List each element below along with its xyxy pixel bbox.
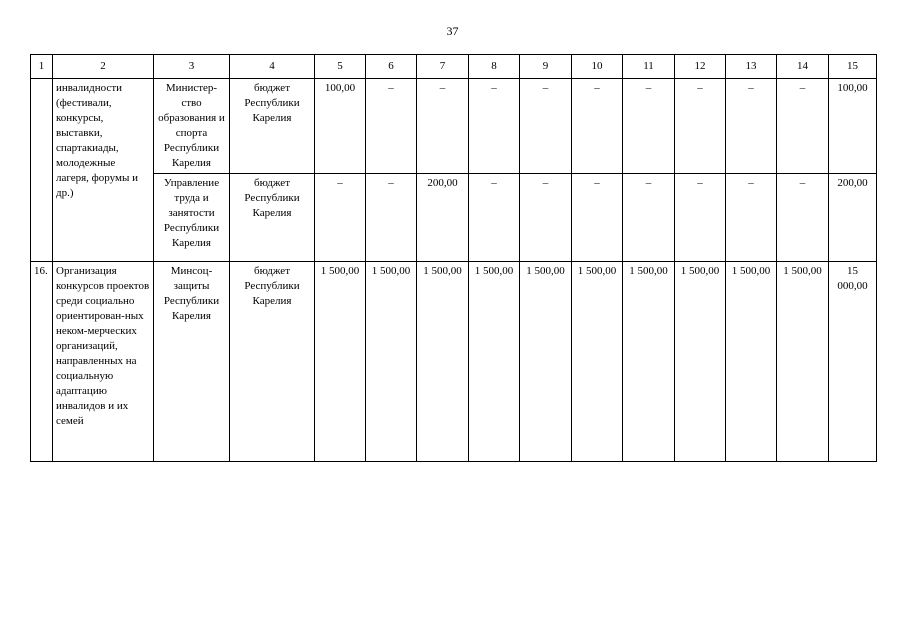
column-header: 6 bbox=[366, 55, 417, 79]
value-cell: – bbox=[675, 79, 726, 174]
column-header: 8 bbox=[469, 55, 520, 79]
value-cell: – bbox=[572, 79, 623, 174]
column-header: 7 bbox=[417, 55, 469, 79]
column-header: 4 bbox=[230, 55, 315, 79]
column-header: 13 bbox=[726, 55, 777, 79]
column-header: 12 bbox=[675, 55, 726, 79]
executor-cell: Министер-ство образования и спорта Республики Карелия bbox=[154, 79, 230, 174]
value-cell: 100,00 bbox=[315, 79, 366, 174]
table-row bbox=[31, 262, 877, 462]
column-header: 3 bbox=[154, 55, 230, 79]
budget-table bbox=[30, 54, 877, 462]
column-header: 10 bbox=[572, 55, 623, 79]
column-header: 1 bbox=[31, 55, 53, 79]
value-cell: 1 500,00 bbox=[315, 262, 366, 462]
column-header: 14 bbox=[777, 55, 829, 79]
value-cell: – bbox=[623, 79, 675, 174]
executor-cell: Управление труда и занятости Республики Карелия bbox=[154, 174, 230, 262]
value-cell: – bbox=[726, 174, 777, 262]
value-cell: – bbox=[726, 79, 777, 174]
value-cell: – bbox=[675, 174, 726, 262]
source-cell: бюджет Республики Карелия bbox=[230, 174, 315, 262]
value-cell: – bbox=[623, 174, 675, 262]
value-cell: – bbox=[520, 174, 572, 262]
value-cell: 1 500,00 bbox=[726, 262, 777, 462]
column-header: 15 bbox=[829, 55, 877, 79]
total-cell: 15 000,00 bbox=[829, 262, 877, 462]
column-header: 11 bbox=[623, 55, 675, 79]
page-number: 37 bbox=[446, 24, 459, 38]
total-cell: 100,00 bbox=[829, 79, 877, 174]
source-cell: бюджет Республики Карелия bbox=[230, 262, 315, 462]
value-cell: – bbox=[366, 174, 417, 262]
value-cell: 1 500,00 bbox=[417, 262, 469, 462]
column-header: 9 bbox=[520, 55, 572, 79]
table-row bbox=[31, 174, 877, 262]
item-name-cell: инвалидности (фестивали, конкурсы, выставки, спартакиады, молодежные лагеря, форумы и др.) bbox=[53, 79, 154, 262]
source-cell: бюджет Республики Карелия bbox=[230, 79, 315, 174]
value-cell: 1 500,00 bbox=[366, 262, 417, 462]
value-cell: – bbox=[777, 174, 829, 262]
row-number-cell: 16. bbox=[31, 262, 53, 462]
value-cell: 200,00 bbox=[417, 174, 469, 262]
value-cell: 1 500,00 bbox=[572, 262, 623, 462]
value-cell: 1 500,00 bbox=[469, 262, 520, 462]
value-cell: – bbox=[469, 79, 520, 174]
value-cell: – bbox=[469, 174, 520, 262]
total-cell: 200,00 bbox=[829, 174, 877, 262]
value-cell: 1 500,00 bbox=[623, 262, 675, 462]
value-cell: – bbox=[417, 79, 469, 174]
value-cell: 1 500,00 bbox=[777, 262, 829, 462]
table-header-row bbox=[31, 55, 877, 79]
column-header: 5 bbox=[315, 55, 366, 79]
value-cell: 1 500,00 bbox=[675, 262, 726, 462]
row-number-cell bbox=[31, 79, 53, 262]
column-header: 2 bbox=[53, 55, 154, 79]
value-cell: – bbox=[315, 174, 366, 262]
table-row bbox=[31, 79, 877, 174]
value-cell: 1 500,00 bbox=[520, 262, 572, 462]
value-cell: – bbox=[777, 79, 829, 174]
value-cell: – bbox=[572, 174, 623, 262]
value-cell: – bbox=[366, 79, 417, 174]
item-name-cell: Организация конкурсов проектов среди социально ориентирован-ных неком-мерческих организаций, направленных на социальную адаптацию инвалидов и их семей bbox=[53, 262, 154, 462]
executor-cell: Минсоц-защиты Республики Карелия bbox=[154, 262, 230, 462]
value-cell: – bbox=[520, 79, 572, 174]
